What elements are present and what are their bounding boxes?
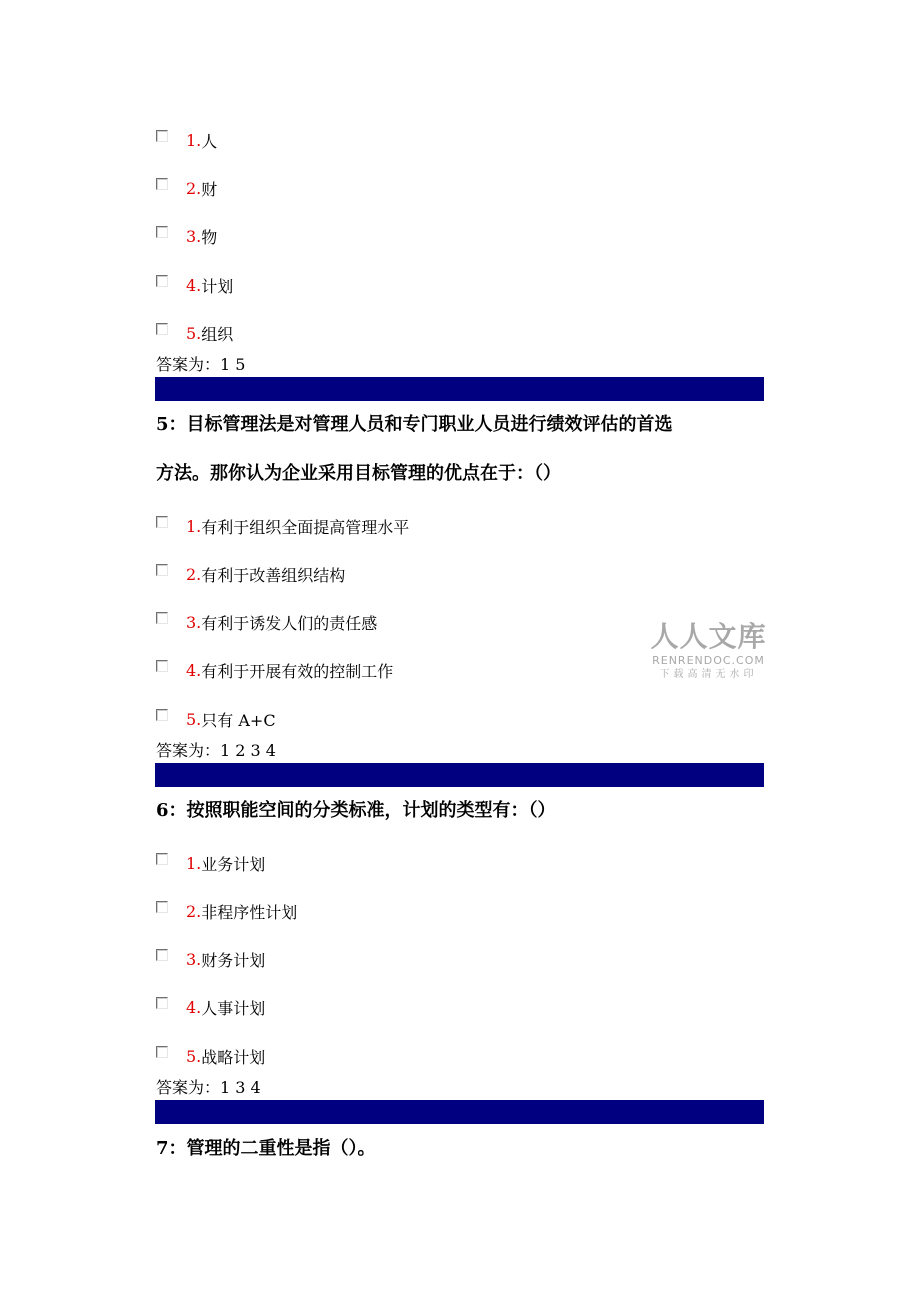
option-label: 只有 A+C bbox=[201, 710, 276, 730]
checkbox[interactable] bbox=[156, 516, 168, 528]
answer-text: 答案为：1 5 bbox=[156, 355, 246, 374]
checkbox[interactable] bbox=[156, 1046, 168, 1058]
option-1-1[interactable] bbox=[156, 128, 217, 152]
option-number: 2. bbox=[186, 901, 202, 921]
answer-text: 答案为：1 3 4 bbox=[156, 1078, 261, 1097]
watermark-tagline: 下载高清无水印 bbox=[659, 669, 758, 680]
option-label: 非程序性计划 bbox=[201, 902, 298, 922]
option-1-2[interactable] bbox=[156, 176, 217, 200]
option-label: 有利于开展有效的控制工作 bbox=[201, 661, 394, 681]
option-5-5[interactable] bbox=[156, 707, 276, 731]
watermark-domain: RENRENDOC.COM bbox=[652, 654, 765, 667]
answer-text: 答案为：1 2 3 4 bbox=[156, 741, 276, 760]
checkbox[interactable] bbox=[156, 226, 168, 238]
checkbox[interactable] bbox=[156, 130, 168, 142]
watermark-logo bbox=[646, 620, 771, 681]
checkbox[interactable] bbox=[156, 612, 168, 624]
option-number: 4. bbox=[186, 997, 202, 1017]
option-number: 4. bbox=[186, 275, 202, 295]
option-label: 人 bbox=[201, 131, 218, 151]
question-title: 6：按照职能空间的分类标准，计划的类型有：（） bbox=[156, 800, 556, 821]
option-label: 财 bbox=[201, 179, 218, 199]
checkbox[interactable] bbox=[156, 564, 168, 576]
checkbox[interactable] bbox=[156, 997, 168, 1009]
option-number: 4. bbox=[186, 660, 202, 680]
option-label: 有利于改善组织结构 bbox=[201, 565, 346, 585]
option-label: 人事计划 bbox=[201, 998, 266, 1018]
question-title-continued: 方法。那你认为企业采用目标管理的优点在于：（） bbox=[156, 463, 561, 484]
option-number: 3. bbox=[186, 949, 202, 969]
option-5-3[interactable] bbox=[156, 610, 377, 634]
option-number: 3. bbox=[186, 226, 202, 246]
option-1-3[interactable] bbox=[156, 224, 217, 248]
option-5-4[interactable] bbox=[156, 658, 393, 682]
option-label: 财务计划 bbox=[201, 950, 266, 970]
checkbox[interactable] bbox=[156, 660, 168, 672]
option-5-1[interactable] bbox=[156, 514, 409, 538]
checkbox[interactable] bbox=[156, 275, 168, 287]
option-6-4[interactable] bbox=[156, 995, 265, 1019]
option-label: 计划 bbox=[201, 276, 234, 296]
checkbox[interactable] bbox=[156, 709, 168, 721]
question-title: 5：目标管理法是对管理人员和专门职业人员进行绩效评估的首选 bbox=[156, 414, 673, 435]
checkbox[interactable] bbox=[156, 323, 168, 335]
watermark-title: 人人文库 bbox=[650, 620, 767, 653]
option-label: 有利于诱发人们的责任感 bbox=[201, 613, 378, 633]
option-number: 5. bbox=[186, 1046, 202, 1066]
checkbox[interactable] bbox=[156, 178, 168, 190]
checkbox[interactable] bbox=[156, 901, 168, 913]
option-6-5[interactable] bbox=[156, 1044, 265, 1068]
checkbox[interactable] bbox=[156, 853, 168, 865]
option-label: 战略计划 bbox=[201, 1047, 266, 1067]
option-6-1[interactable] bbox=[156, 851, 265, 875]
option-5-2[interactable] bbox=[156, 562, 345, 586]
option-label: 组织 bbox=[201, 324, 234, 344]
section-divider-bar bbox=[155, 763, 764, 787]
option-6-3[interactable] bbox=[156, 947, 265, 971]
option-6-2[interactable] bbox=[156, 899, 297, 923]
option-number: 3. bbox=[186, 612, 202, 632]
option-1-5[interactable] bbox=[156, 321, 233, 345]
option-number: 1. bbox=[186, 130, 202, 150]
option-label: 有利于组织全面提高管理水平 bbox=[201, 517, 410, 537]
option-number: 1. bbox=[186, 853, 202, 873]
option-label: 业务计划 bbox=[201, 854, 266, 874]
option-number: 1. bbox=[186, 516, 202, 536]
section-divider-bar bbox=[155, 377, 764, 401]
option-label: 物 bbox=[201, 227, 218, 247]
option-number: 2. bbox=[186, 178, 202, 198]
checkbox[interactable] bbox=[156, 949, 168, 961]
option-number: 5. bbox=[186, 323, 202, 343]
option-1-4[interactable] bbox=[156, 273, 233, 297]
option-number: 2. bbox=[186, 564, 202, 584]
option-number: 5. bbox=[186, 709, 202, 729]
question-title: 7：管理的二重性是指（）。 bbox=[156, 1138, 376, 1159]
section-divider-bar bbox=[155, 1100, 764, 1124]
